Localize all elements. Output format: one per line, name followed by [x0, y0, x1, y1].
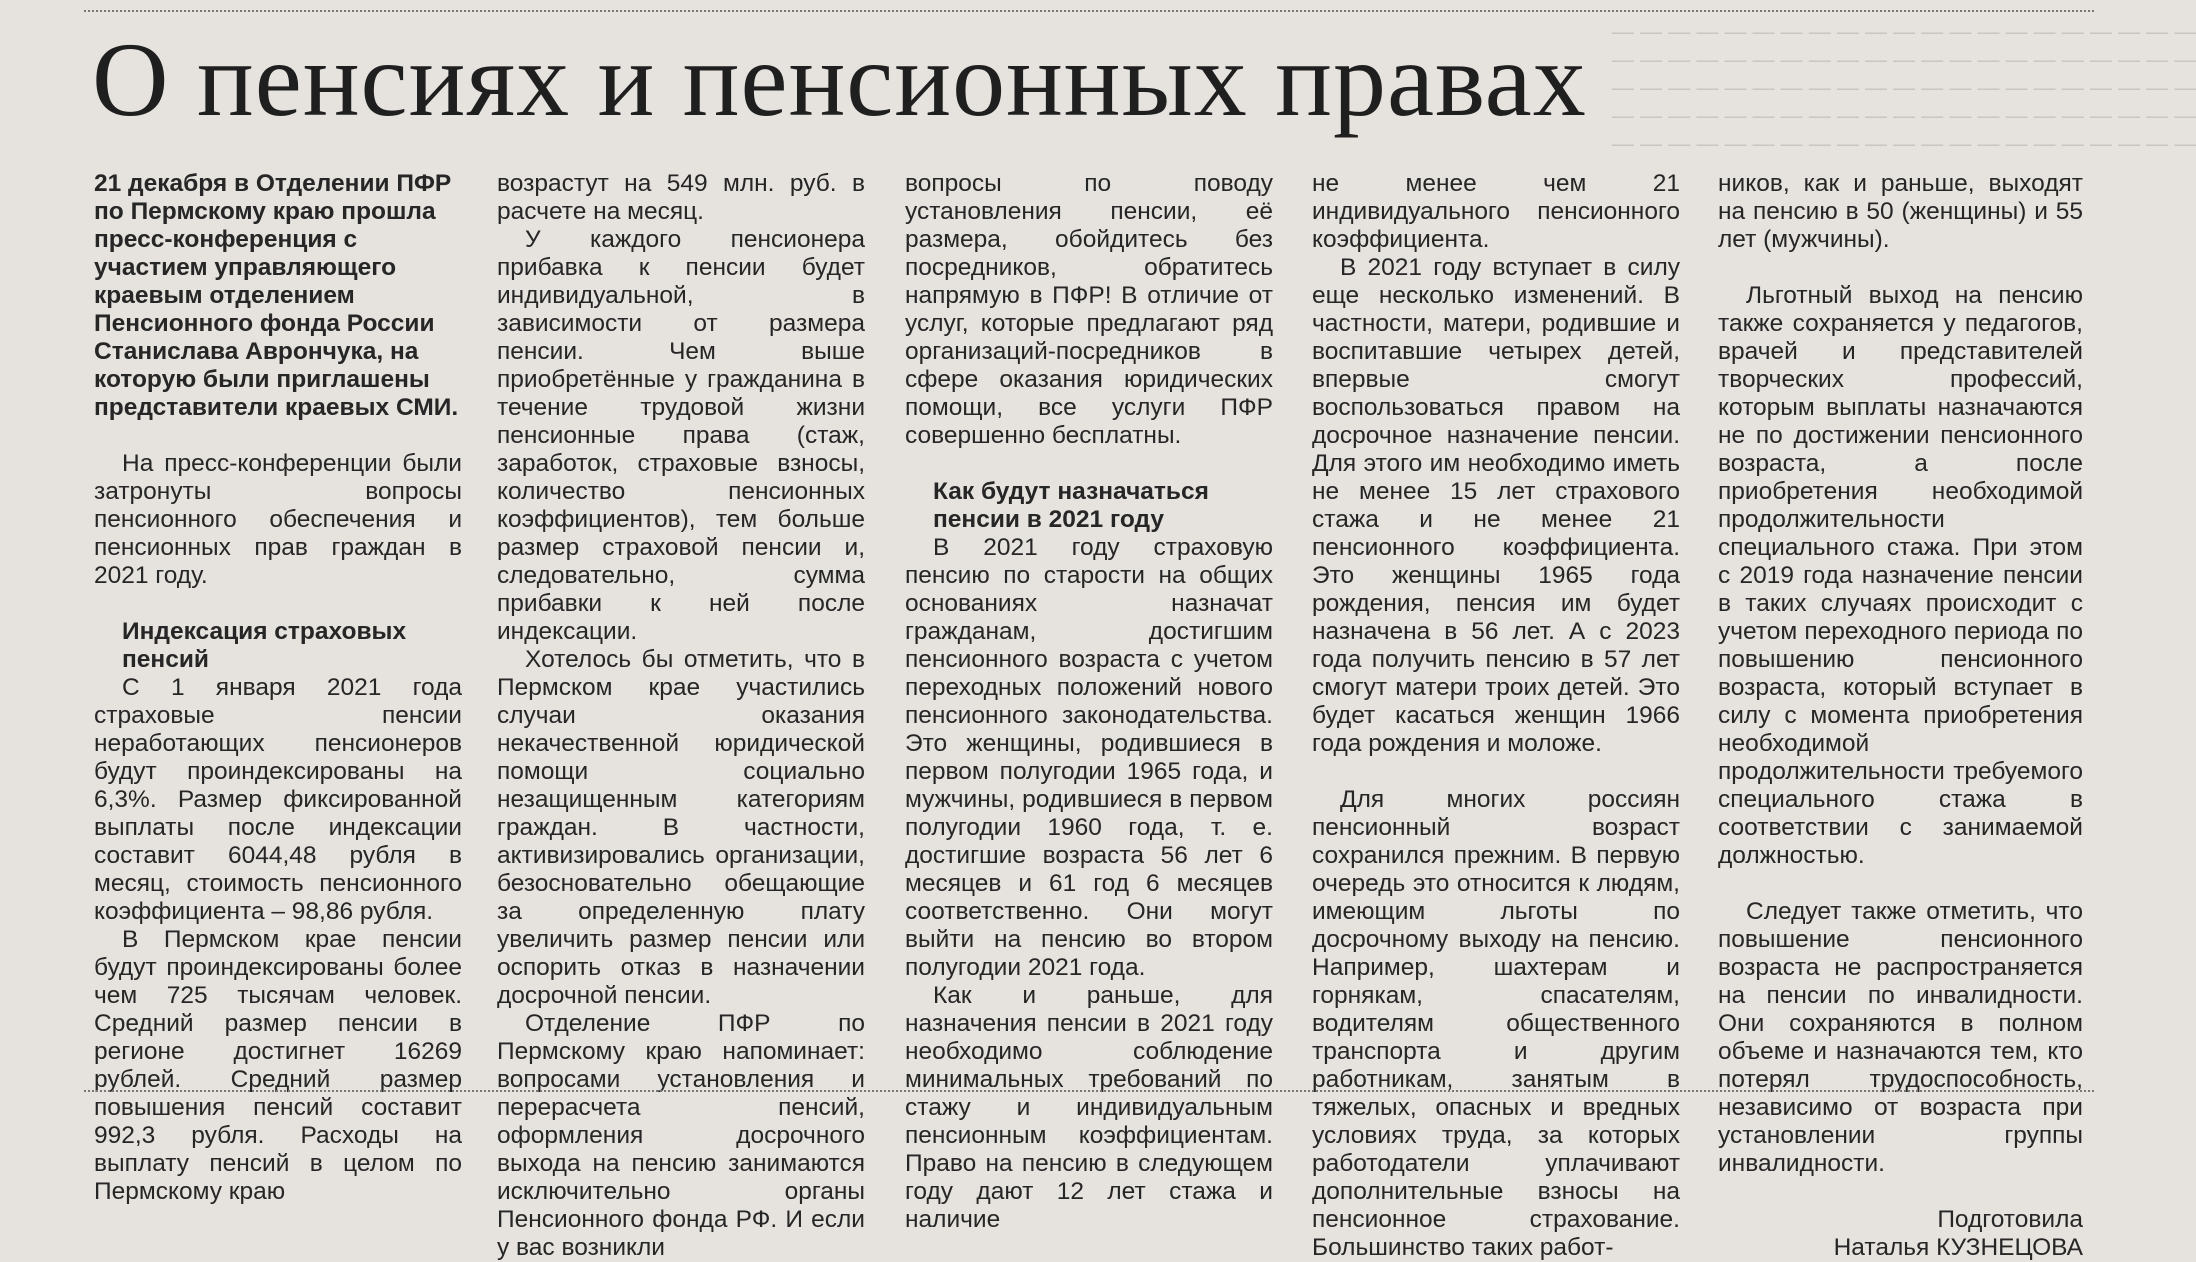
paragraph-continuation: ников, как и раньше, выходят на пенсию в 50 (женщины) и 55 лет (мужчины). [1718, 170, 2083, 253]
byline-author: Наталья КУЗНЕЦОВА [1833, 1234, 2083, 1261]
paragraph-continuation: не менее чем 21 индивидуального пенсионного коэффициента. [1312, 170, 1680, 253]
paragraph-continuation: возрастут на 549 млн. руб. в расчете на месяц. [497, 170, 865, 225]
article-column-5 [1718, 170, 2083, 1261]
paragraph: С 1 января 2021 года страховые пенсии неработающих пенсионеров будут проиндексированы на 6,3%. Размер фиксированной выплаты после индексации составит 6044,48 рубля в месяц, стоимость пенсионного коэффициента – 98,86 рубля. [94, 674, 462, 925]
paragraph: Как и раньше, для назначения пенсии в 2021 году необходимо соблюдение минимальных требований по стажу и индивидуальным пенсионным коэффициентам. Право на пенсию в следующем году дают 12 лет стажа и наличие [905, 982, 1273, 1233]
section-heading-indexation: Индексация страховых пенсий [122, 618, 407, 673]
paragraph: В 2021 году страховую пенсию по старости на общих основаниях назначат гражданам, достигшим пенсионного возраста с учетом переходных положений нового пенсионного законодательства. Это женщины, родившиеся в первом полугодии 1965 года, и мужчины, родившиеся в первом полугодии 1960 года, т. е. достигшие возраста 56 лет 6 месяцев и 61 год 6 месяцев соответственно. Они могут выйти на пенсию во втором полугодии 2021 года. [905, 534, 1273, 981]
bottom-dotted-rule [84, 1090, 2094, 1092]
paragraph: На пресс-конференции были затронуты вопросы пенсионного обеспечения и пенсионных прав граждан в 2021 году. [94, 450, 462, 589]
paragraph: В Пермском крае пенсии будут проиндексированы более чем 725 тысячам человек. Средний размер пенсии в регионе достигнет 16269 рублей. Средний размер повышения пенсий составит 992,3 рубля. Расходы на выплату пенсий в целом по Пермскому краю [94, 926, 462, 1205]
article-column-4 [1312, 170, 1680, 1261]
top-dotted-rule [84, 10, 2094, 12]
paragraph: В 2021 году вступает в силу еще несколько изменений. В частности, матери, родившие и воспитавшие четырех детей, впервые смогут воспользоваться правом на досрочное назначение пенсии. Для этого им необходимо иметь не менее 15 лет страхового стажа и не менее 21 пенсионного коэффициента. Это женщины 1965 года рождения, пенсия им будет назначена в 56 лет. А с 2023 года получить пенсию в 57 лет смогут матери троих детей. Это будет касаться женщин 1966 года рождения и моложе. [1312, 254, 1680, 757]
paragraph: Льготный выход на пенсию также сохраняется у педагогов, врачей и представителей творческих профессий, которым выплаты назначаются не по достижении пенсионного возраста, а после приобретения необходимой продолжительности специального стажа. При этом с 2019 года назначение пенсии в таких случаях происходит с учетом переходного периода по повышению пенсионного возраста, который вступает в силу с момента приобретения необходимой продолжительности требуемого специального стажа в соответствии с занимаемой должностью. [1718, 282, 2083, 869]
article-headline: О пенсиях и пенсионных правах [92, 21, 1587, 138]
paragraph: Отделение ПФР по Пермскому краю напоминает: вопросами установления и перерасчета пенсий, оформления досрочного выхода на пенсию занимаются исключительно органы Пенсионного фонда РФ. И если у вас возникли [497, 1010, 865, 1261]
show-through-text: — — — — — — — — — — — — — — — — — — — — — — — — — — — — — — — — — — — — — — — — — — — — — — — — — — — — — — — — — — — — — — — — — — — — — — — — — — — — — — — — — — — — — — — — — — — — — — — — — — — — — — — — — [1612, 19, 2196, 156]
article-column-2 [497, 170, 865, 1261]
byline-label: Подготовила [1937, 1206, 2083, 1233]
paragraph: Следует также отметить, что повышение пенсионного возраста не распространяется на пенсии по инвалидности. Они сохраняются в полном объеме и назначаются тем, кто потерял трудоспособность, независимо от возраста при установлении группы инвалидности. [1718, 898, 2083, 1177]
section-heading-2021: Как будут назначаться пенсии в 2021 году [933, 478, 1209, 533]
article-column-1 [94, 170, 462, 1205]
article-lead: 21 декабря в Отделении ПФР по Пермскому краю прошла пресс-конференция с участием управляющего краевым отделением Пенсионного фонда России Станислава Аврончука, на которую были приглашены представители краевых СМИ. [94, 170, 459, 421]
article-column-3 [905, 170, 1273, 1233]
paragraph: Для многих россиян пенсионный возраст сохранился прежним. В первую очередь это относится к людям, имеющим льготы по досрочному выходу на пенсию. Например, шахтерам и горнякам, спасателям, водителям общественного транспорта и другим работникам, занятым в тяжелых, опасных и вредных условиях труда, за которых работодатели уплачивают дополнительные взносы на пенсионное страхование. Большинство таких работ- [1312, 786, 1680, 1261]
paragraph: Хотелось бы отметить, что в Пермском крае участились случаи оказания некачественной юридической помощи социально незащищенным категориям граждан. В частности, активизировались организации, безосновательно обещающие за определенную плату увеличить размер пенсии или оспорить отказ в назначении досрочной пенсии. [497, 646, 865, 1009]
paragraph: У каждого пенсионера прибавка к пенсии будет индивидуальной, в зависимости от размера пенсии. Чем выше приобретённые у гражданина в течение трудовой жизни пенсионные права (стаж, заработок, страховые взносы, количество пенсионных коэффициентов), тем больше размер страховой пенсии и, следовательно, сумма прибавки к ней после индексации. [497, 226, 865, 645]
paragraph-continuation: вопросы по поводу установления пенсии, её размера, обойдитесь без посредников, обратитесь напрямую в ПФР! В отличие от услуг, которые предлагают ряд организаций-посредников в сфере оказания юридических помощи, все услуги ПФР совершенно бесплатны. [905, 170, 1273, 449]
